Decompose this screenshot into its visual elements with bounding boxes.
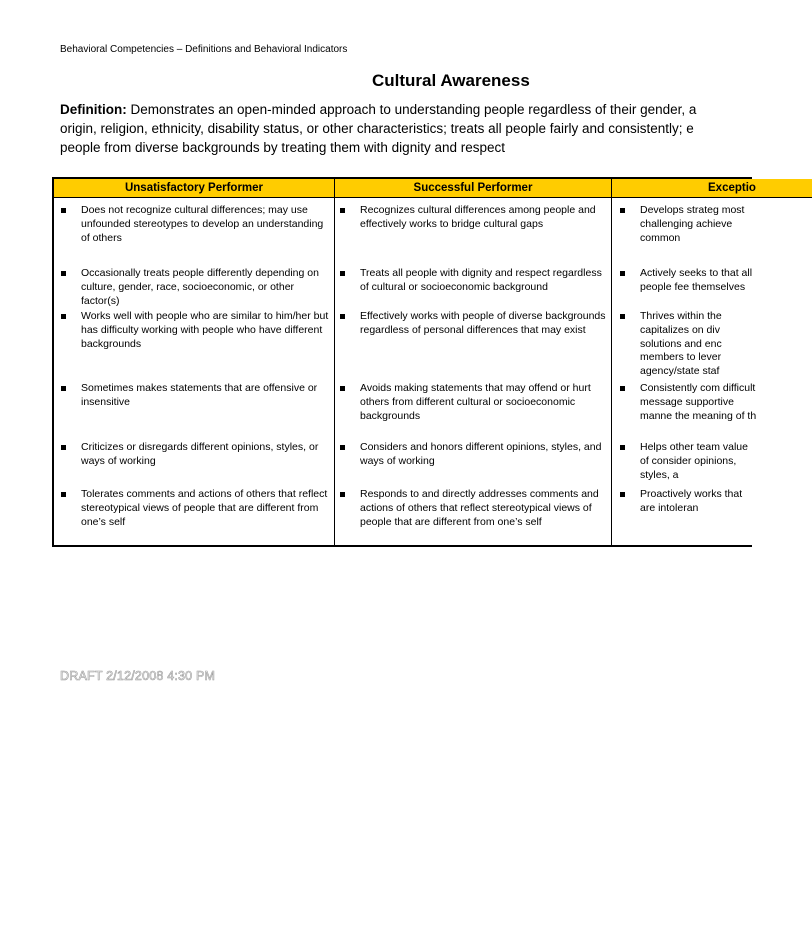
indicator-exceptional: Actively seeks to that all people fee themselves <box>640 267 753 293</box>
column-header-successful: Successful Performer <box>335 179 611 198</box>
document-header: Behavioral Competencies – Definitions and Behavioral Indicators <box>60 44 348 55</box>
indicator-unsatisfactory: Tolerates comments and actions of others that reflect stereotypical views of people that are different from one’s self <box>81 488 328 528</box>
indicator-unsatisfactory: Occasionally treats people differently depending on culture, gender, race, socioeconomic, or other factor(s) <box>81 267 319 307</box>
draft-stamp: DRAFT 2/12/2008 4:30 PM <box>60 669 216 683</box>
bullet-icon <box>340 492 345 497</box>
definition-line-1 <box>60 100 780 119</box>
bullet-icon <box>61 445 66 450</box>
bullet-icon <box>620 208 625 213</box>
definition-line-3: people from diverse backgrounds by treating them with dignity and respect <box>60 140 505 155</box>
indicator-successful: Considers and honors different opinions, styles, and ways of working <box>360 441 602 467</box>
indicator-exceptional: Thrives within the capitalizes on div solutions and enc members to lever agency/state staf <box>640 310 722 378</box>
definition-text-1: Demonstrates an open-minded approach to understanding people regardless of their gender, a <box>126 102 697 117</box>
table-row <box>54 304 752 376</box>
bullet-icon <box>620 271 625 276</box>
bullet-icon <box>340 271 345 276</box>
bullet-icon <box>61 314 66 319</box>
bullet-icon <box>340 386 345 391</box>
bullet-icon <box>61 271 66 276</box>
bullet-icon <box>620 314 625 319</box>
competency-rubric-table <box>52 177 757 547</box>
indicator-exceptional: Develops strateg most challenging achieve common <box>640 204 745 244</box>
indicator-unsatisfactory: Criticizes or disregards different opinions, styles, or ways of working <box>81 441 319 467</box>
indicator-exceptional: Proactively works that are intoleran <box>640 488 743 514</box>
bullet-icon <box>340 445 345 450</box>
table-row <box>54 376 757 435</box>
table-row <box>54 261 753 307</box>
indicator-exceptional: Consistently com difficult message supportive manne the meaning of th <box>640 382 757 422</box>
bullet-icon <box>61 492 66 497</box>
table-row <box>54 198 752 261</box>
table-row <box>54 435 752 482</box>
indicator-unsatisfactory: Does not recognize cultural differences; may use unfounded stereotypes to develop an understanding of others <box>81 204 324 244</box>
bullet-icon <box>620 445 625 450</box>
indicator-unsatisfactory: Sometimes makes statements that are offensive or insensitive <box>81 382 318 408</box>
definition-block <box>60 100 780 157</box>
definition-label: Definition: <box>60 102 127 117</box>
indicator-unsatisfactory: Works well with people who are similar to him/her but has difficulty working with people who have different backgrounds <box>81 310 329 350</box>
indicator-successful: Effectively works with people of diverse backgrounds regardless of personal differences that may exist <box>360 310 606 336</box>
bullet-icon <box>61 208 66 213</box>
page-title: Cultural Awareness <box>372 71 530 90</box>
column-header-row <box>54 179 756 198</box>
bullet-icon <box>340 314 345 319</box>
indicator-successful: Avoids making statements that may offend or hurt others from different cultural or socioeconomic backgrounds <box>360 382 591 422</box>
indicator-successful: Responds to and directly addresses comments and actions of others that reflect stereotypical views of people that are different from one’s self <box>360 488 599 528</box>
indicator-exceptional: Helps other team value of consider opinions, styles, a <box>640 441 748 481</box>
table-row <box>54 482 752 546</box>
definition-line-2: origin, religion, ethnicity, disability status, or other characteristics; treats all people fairly and consistently; e <box>60 121 694 136</box>
bullet-icon <box>340 208 345 213</box>
indicator-successful: Treats all people with dignity and respect regardless of cultural or socioeconomic background <box>360 267 602 293</box>
bullet-icon <box>620 386 625 391</box>
bullet-icon <box>620 492 625 497</box>
indicator-successful: Recognizes cultural differences among people and effectively works to bridge cultural gaps <box>360 204 596 230</box>
column-header-unsatisfactory: Unsatisfactory Performer <box>54 179 334 198</box>
column-header-exceptional: Exceptio <box>612 179 812 198</box>
bullet-icon <box>61 386 66 391</box>
